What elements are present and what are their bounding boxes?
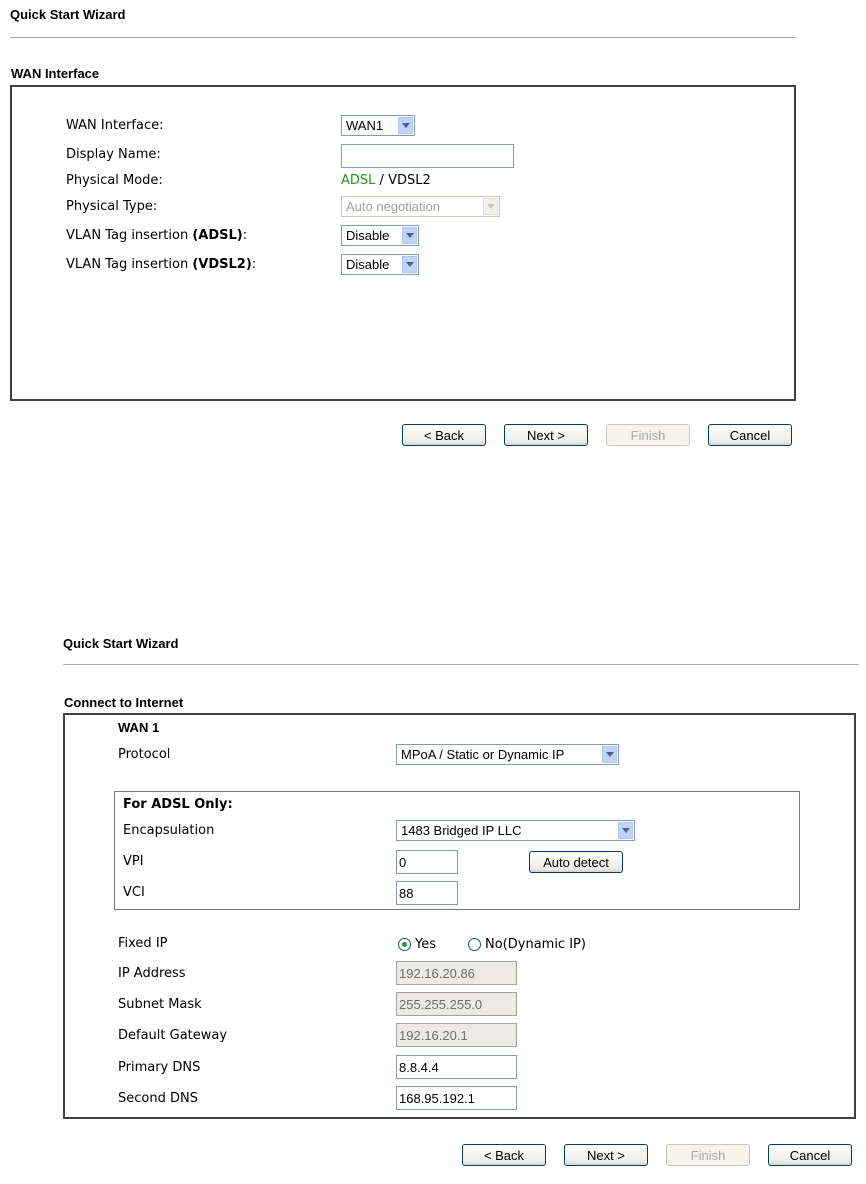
connect-box	[63, 713, 856, 1119]
vlan-vdsl-label-suffix: :	[251, 257, 257, 272]
encapsulation-label: Encapsulation	[123, 823, 215, 838]
vci-label: VCI	[123, 885, 145, 900]
primary-dns-input[interactable]: 8.8.4.4	[396, 1055, 517, 1079]
vlan-vdsl-label-prefix: VLAN Tag insertion	[66, 257, 193, 272]
title-divider-2	[63, 664, 859, 665]
wan-interface-select-value: WAN1	[346, 118, 384, 133]
ip-address-label: IP Address	[118, 966, 186, 981]
vpi-label: VPI	[123, 854, 144, 869]
physical-mode-label: Physical Mode:	[66, 173, 163, 188]
title-divider	[10, 37, 796, 38]
vlan-adsl-label	[66, 228, 247, 243]
vlan-adsl-label-suffix: :	[242, 228, 248, 243]
physical-mode-value	[341, 173, 431, 188]
second-dns-input[interactable]: 168.95.192.1	[396, 1086, 517, 1110]
vlan-vdsl-select[interactable]	[341, 254, 419, 275]
protocol-select[interactable]	[396, 744, 619, 765]
chevron-down-icon	[398, 117, 413, 134]
vlan-adsl-select[interactable]	[341, 225, 419, 246]
display-name-label: Display Name:	[66, 147, 161, 162]
wan-interface-box	[10, 85, 796, 401]
physical-mode-adsl: ADSL	[341, 173, 376, 188]
auto-detect-button[interactable]: Auto detect	[529, 851, 623, 873]
fixed-ip-no-label: No(Dynamic IP)	[485, 937, 586, 952]
chevron-down-icon	[602, 746, 617, 763]
physical-type-select-value: Auto negotiation	[346, 199, 440, 214]
section-title: WAN Interface	[11, 66, 100, 81]
default-gateway-input: 192.16.20.1	[396, 1023, 517, 1047]
adsl-only-title: For ADSL Only:	[123, 797, 233, 812]
encapsulation-select-value: 1483 Bridged IP LLC	[401, 823, 522, 838]
next-button[interactable]: Next >	[504, 424, 588, 446]
vlan-adsl-label-prefix: VLAN Tag insertion	[66, 228, 193, 243]
default-gateway-label: Default Gateway	[118, 1028, 228, 1043]
finish-button: Finish	[606, 424, 690, 446]
fixed-ip-yes-label: Yes	[415, 937, 436, 952]
next-button-2[interactable]: Next >	[564, 1144, 648, 1166]
second-dns-label: Second DNS	[118, 1091, 198, 1106]
subnet-mask-label: Subnet Mask	[118, 997, 202, 1012]
chevron-down-icon	[402, 256, 417, 273]
vlan-vdsl-label	[66, 257, 256, 272]
wizard-title-2: Quick Start Wizard	[63, 636, 179, 651]
wan-interface-select[interactable]	[341, 115, 415, 136]
cancel-button-2[interactable]: Cancel	[768, 1144, 852, 1166]
cancel-button[interactable]: Cancel	[708, 424, 792, 446]
physical-mode-separator: /	[375, 173, 389, 188]
primary-dns-label: Primary DNS	[118, 1060, 201, 1075]
back-button[interactable]: < Back	[402, 424, 486, 446]
chevron-down-icon	[483, 198, 498, 215]
vpi-input[interactable]: 0	[396, 850, 458, 874]
protocol-label: Protocol	[118, 747, 171, 762]
physical-type-label: Physical Type:	[66, 199, 158, 214]
display-name-input[interactable]	[341, 144, 514, 168]
physical-mode-vdsl: VDSL2	[388, 173, 431, 188]
wan-interface-label: WAN Interface:	[66, 118, 164, 133]
vlan-vdsl-select-value: Disable	[346, 257, 390, 272]
back-button-2[interactable]: < Back	[462, 1144, 546, 1166]
chevron-down-icon	[618, 822, 633, 839]
fixed-ip-label: Fixed IP	[118, 936, 168, 951]
finish-button-2: Finish	[666, 1144, 750, 1166]
chevron-down-icon	[402, 227, 417, 244]
vlan-adsl-label-bold: (ADSL)	[192, 228, 243, 243]
connect-section-title: Connect to Internet	[64, 695, 184, 710]
vlan-vdsl-label-bold: (VDSL2)	[192, 257, 252, 272]
encapsulation-select[interactable]	[396, 820, 635, 841]
wan-title: WAN 1	[118, 720, 160, 735]
physical-type-select	[341, 196, 500, 217]
fixed-ip-yes-radio[interactable]	[398, 938, 411, 951]
fixed-ip-no-radio[interactable]	[468, 938, 481, 951]
subnet-mask-input: 255.255.255.0	[396, 992, 517, 1016]
vlan-adsl-select-value: Disable	[346, 228, 390, 243]
protocol-select-value: MPoA / Static or Dynamic IP	[401, 747, 565, 762]
ip-address-input: 192.16.20.86	[396, 961, 517, 985]
adsl-only-box	[114, 791, 800, 910]
wizard-title: Quick Start Wizard	[10, 7, 126, 22]
vci-input[interactable]: 88	[396, 881, 458, 905]
